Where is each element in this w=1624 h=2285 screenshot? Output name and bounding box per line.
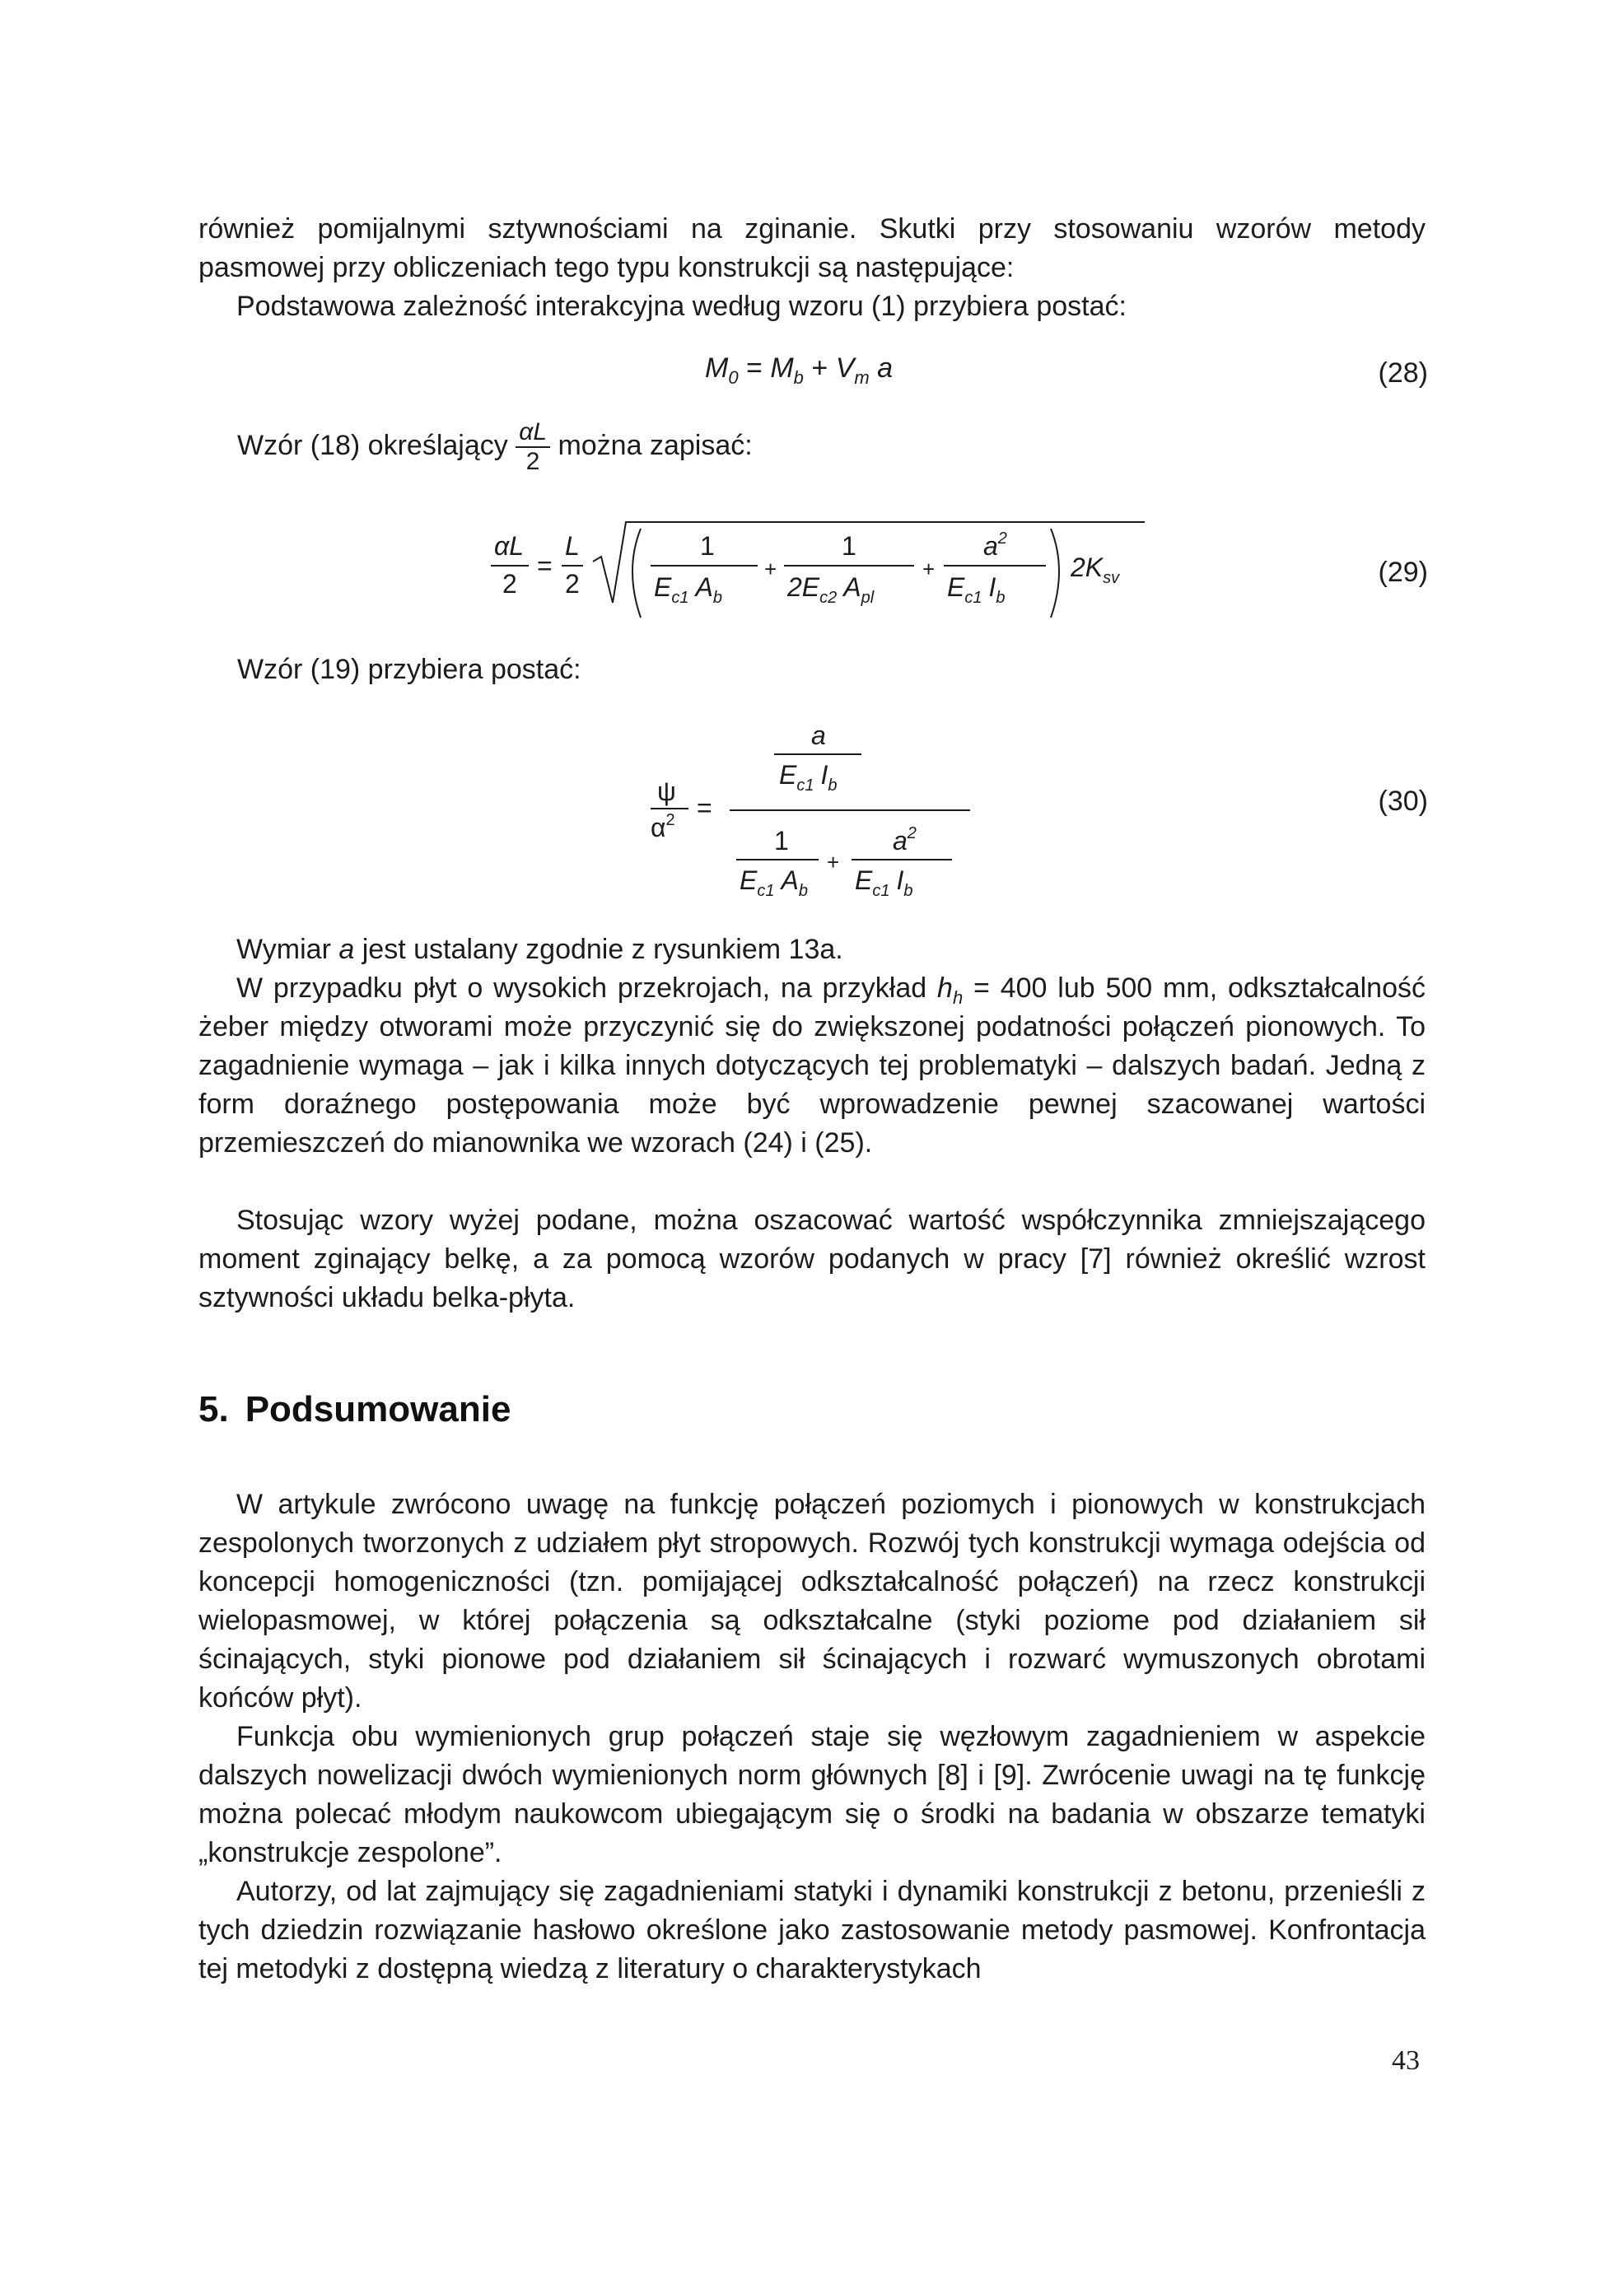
svg-text:Ec1Ab: $E_{c1}$ $A_b$ [740,865,808,900]
svg-text:1: 1 [700,531,715,561]
paragraph-text: Podstawowa zależność interakcyjna według wzoru (1) przybiera postać: [236,291,1127,322]
inline-fraction: $\frac{\alpha L}{2}$ [516,420,550,474]
svg-text:1: 1 [774,826,789,856]
svg-text:+: + [922,557,936,581]
svg-text:a2: $a^2$ [893,824,917,856]
paragraph-summary-1: W artykule zwrócono uwagę na funkcję połączeń poziomych i pionowych w konstrukcjach zespolonych tworzonych z udziałem płyt stropowych. Rozwój tych konstrukcji wymaga odejścia od koncepcji homogeniczności (tzn. pomijającej odkształcalność połączeń) na rzecz konstrukcji wielopasmowej, w której połączenia są odkształcalne (styki poziome pod działaniem sił ścinających, styki pionowe pod działaniem sił ścinających i rozwarć wymuszonych obrotami końców płyt). [198,1489,1426,1714]
svg-text:+: + [827,850,840,874]
page-number: 43 [1392,2045,1420,2076]
paragraph-intro [198,210,1426,287]
right-paren-icon [1051,529,1059,618]
eq29-mid-denominator: 2 [565,569,580,599]
svg-text:Ec1Ib: $E_{c1}$ $I_b$ [855,865,913,900]
svg-text:Ec1Ib: $E_{c1}$ $I_b$ [779,760,838,795]
eq29-lhs-denominator: 2 [502,569,517,599]
paragraph-text: również pomijalnymi sztywnościami na zginanie. Skutki przy stosowaniu wzorów metody pasmowej przy obliczeniach tego typu konstrukcji są następujące: [198,213,1426,283]
left-paren-icon [632,529,641,618]
equation-30 [642,716,1005,914]
eq30-lhs-numerator: ψ [657,776,676,806]
paragraph-formula18: Wzór (18) określający $\frac{\alpha L}{2}$ można zapisać: [237,418,753,475]
paragraph-summary-3: Autorzy, od lat zajmujący się zagadnieniami statyki i dynamiki konstrukcji z betonu, przenieśli z tych dziedzin rozwiązanie hasłowo określone jako zastosowanie metody pasmowej. Konfrontacja tej metodyki z dostępną wiedzą z literatury o charakterystykach [198,1876,1426,1984]
equation-number-28: (28) [1378,357,1428,389]
svg-text:2Ec2Apl: $2E_{c2}$ $A_{pl}$ [787,572,875,607]
paragraph-high-sections: W przypadku płyt o wysokich przekrojach, na przykład $h_h = 400$ lub 500 mm, odkształcalność żeber między otworami może przyczynić się do zwiększonej podatności połączeń pionowych. To zagadnienie wymaga – jak i kilka innych dotyczących tej problematyki – dalszych badań. Jedną z form doraźnego postępowania może być wprowadzenie pewnej szacowanej wartości przemieszczeń do mianownika we wzorach (24) i (25). [198,972,1426,1159]
svg-text:2Ksv: $2K_{sv}$ [1071,553,1120,587]
equation-28: $M_0 = M_b + V_m$ a [705,352,894,388]
section-heading: 5. Podsumowanie [198,1389,511,1429]
paragraph-summary-2: Funkcja obu wymienionych grup połączeń staje się węzłowym zagadnieniem w aspekcie dalszych nowelizacji dwóch wymienionych norm głównych [8] i [9]. Zwrócenie uwagi na tę funkcję można polecać młodym naukowcom ubiegającym się o środki na badania w obszarze tematyki „konstrukcje zespolone”. [198,1721,1426,1868]
svg-text:1: 1 [842,531,856,561]
eq29-mid-numerator: L [565,531,580,561]
svg-text:α2: $\alpha^2$ [651,811,675,842]
paragraph-dimension-a: Wymiar a jest ustalany zgodnie z rysunkiem 13a. [236,934,843,965]
svg-text:+: + [764,557,777,581]
paragraph-formulas-usage: Stosując wzory wyżej podane, można oszacować wartość współczynnika zmniejszającego moment zginający belkę, a za pomocą wzorów podanych w pracy [7] również określić wzrost sztywności układu belka-płyta. [198,1205,1426,1313]
equation-29 [478,504,1153,652]
paragraph-interaction [198,287,1426,326]
svg-text:=: = [697,793,712,823]
svg-text:Ec1Ib: $E_{c1}$ $I_b$ [947,572,1006,607]
svg-text:a2: $a^2$ [983,529,1007,561]
eq29-lhs-numerator: αL [494,531,525,561]
paragraph-formula19: Wzór (19) przybiera postać: [237,654,581,685]
svg-text:a: a [811,720,826,750]
svg-text:=: = [537,551,553,581]
svg-text:Ec1Ab: $E_{c1}$ $A_b$ [654,572,722,607]
equation-number-29: (29) [1378,557,1428,588]
equation-number-30: (30) [1378,786,1428,817]
